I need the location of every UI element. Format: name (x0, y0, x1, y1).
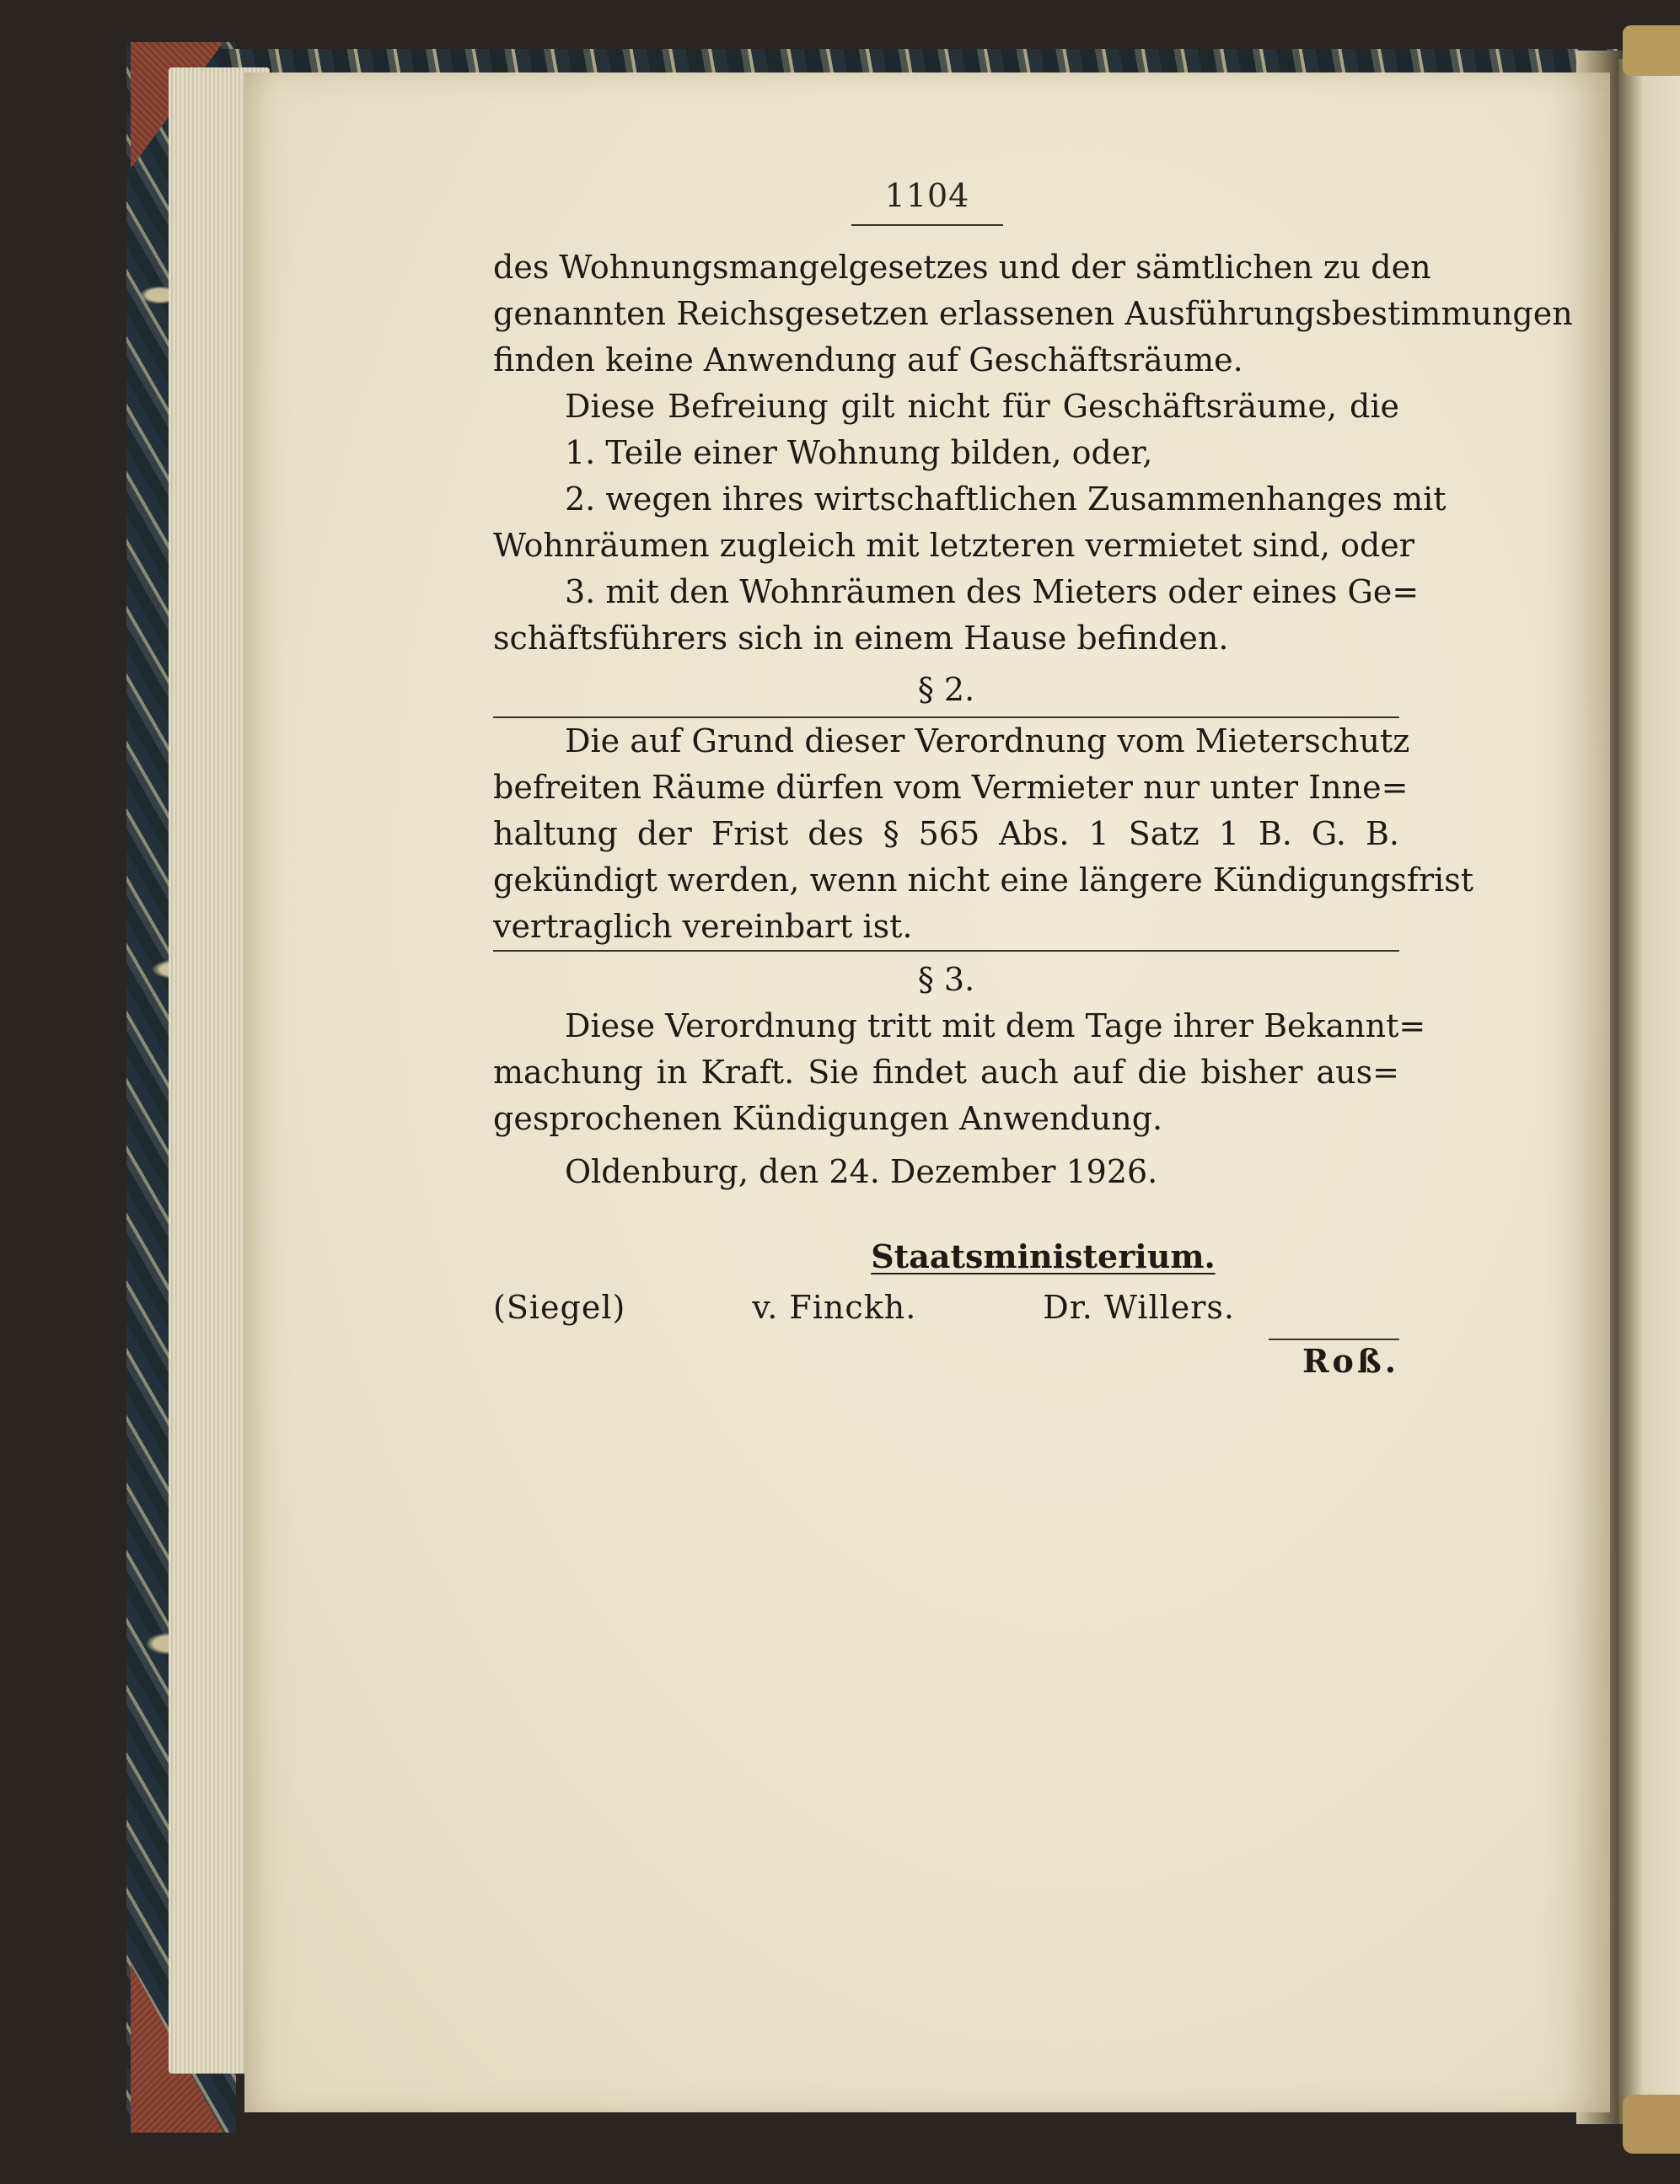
text-line: Diese Verordnung tritt mit dem Tage ihrer Bekannt= (565, 1007, 1426, 1044)
text-line: Wohnräumen zugleich mit letzteren vermietet sind, oder (493, 527, 1414, 564)
signatory-ross-row (493, 1338, 1399, 1384)
binding-tape-top (1623, 25, 1680, 76)
signature-row (493, 1285, 1399, 1331)
text-line: gekündigt werden, wenn nicht eine längere Kündigungsfrist (493, 861, 1474, 899)
text-line: 1. Teile einer Wohnung bilden, oder, (565, 434, 1153, 471)
section-heading-2: § 2. (493, 667, 1399, 718)
signature-title: Staatsministerium. (871, 1237, 1216, 1275)
binding-tape-bottom (1623, 2095, 1680, 2154)
text-line: 2. wegen ihres wirtschaftlichen Zusammenhanges mit (565, 480, 1447, 518)
paragraph-1 (493, 244, 1573, 384)
text-line: haltung der Frist des § 565 Abs. 1 Satz 1 B. G. B. (493, 815, 1399, 852)
text-line: machung in Kraft. Sie findet auch auf die bisher aus= (493, 1054, 1399, 1091)
text-line: Diese Befreiung gilt nicht für Geschäftsräume, die (565, 388, 1399, 425)
date-line (493, 1149, 1399, 1195)
text-line: schäftsführers sich in einem Hause befinden. (493, 620, 1229, 657)
text-line: genannten Reichsgesetzen erlassenen Ausführungsbestimmungen (493, 295, 1573, 332)
section-heading-3: § 3. (917, 961, 975, 998)
facing-page-edge (1618, 59, 1680, 2124)
signatory-ross: Roß. (1269, 1339, 1399, 1380)
signatory-finckh: v. Finckh. (752, 1289, 917, 1326)
text-line: finden keine Anwendung auf Geschäftsräume. (493, 341, 1243, 378)
text-line: 3. mit den Wohnräumen des Mieters oder eines Ge= (565, 573, 1420, 610)
signatory-willers: Dr. Willers. (1043, 1289, 1235, 1326)
paragraph-3 (493, 718, 1474, 952)
paragraph-4 (493, 1003, 1426, 1142)
page-number: 1104 (851, 173, 1003, 226)
text-line: Die auf Grund dieser Verordnung vom Mieterschutz (565, 722, 1410, 759)
text-line: Oldenburg, den 24. Dezember 1926. (565, 1153, 1158, 1190)
paragraph-2 (493, 384, 1447, 662)
text-line: vertraglich vereinbart ist. (493, 904, 1399, 952)
page-text-block (493, 173, 1573, 1384)
seal-label: (Siegel) (493, 1289, 626, 1326)
text-line: gesprochenen Kündigungen Anwendung. (493, 1100, 1163, 1137)
text-line: des Wohnungsmangelgesetzes und der sämtlichen zu den (493, 249, 1431, 286)
text-line: befreiten Räume dürfen vom Vermieter nur unter Inne= (493, 769, 1409, 806)
